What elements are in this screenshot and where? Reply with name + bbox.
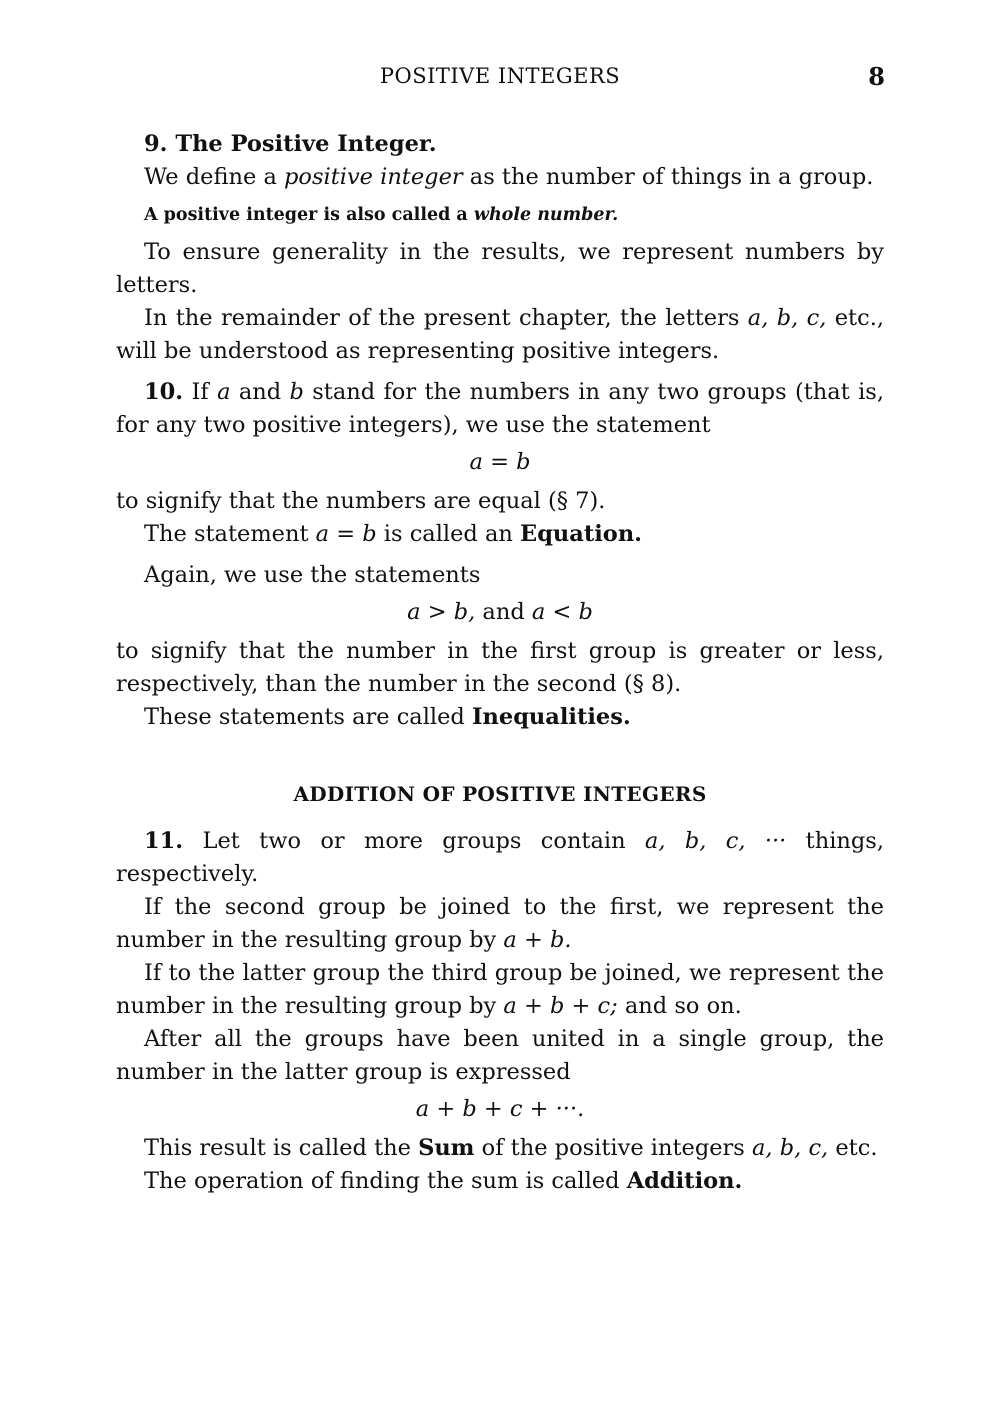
variables: a, b, c, xyxy=(752,1135,829,1161)
equation-definition xyxy=(116,518,884,551)
text: and xyxy=(475,599,532,625)
running-head: POSITIVE INTEGERS xyxy=(379,64,621,88)
term-addition: Addition. xyxy=(626,1168,743,1194)
letters-paragraph xyxy=(116,302,884,368)
text: If the second group be joined to the first, we represent the number in the resulting group by xyxy=(116,894,884,953)
united-groups-paragraph: After all the groups have been united in a single group, the number in the latter group is expressed xyxy=(116,1026,884,1085)
inequality-formula xyxy=(116,596,884,629)
inequalities-definition xyxy=(116,701,884,734)
text: This result is called the xyxy=(144,1135,419,1161)
formula-greater: a > b, xyxy=(407,599,476,625)
sum-definition xyxy=(116,1132,884,1165)
greater-less-paragraph: to signify that the number in the first group is greater or less, respectively, than the number in the second (§ 8). xyxy=(116,638,884,697)
addition-definition xyxy=(116,1165,884,1198)
term-sum: Sum xyxy=(418,1135,475,1161)
text: These statements are called xyxy=(144,704,472,730)
inline-formula: a + b. xyxy=(503,927,572,953)
text: In the remainder of the present chapter, the letters xyxy=(144,305,748,331)
text: If to the latter group the third group be joined, we represent the number in the resulting group by xyxy=(116,960,884,1019)
sum-formula: a + b + c + ···. xyxy=(415,1096,585,1122)
text: things, respectively. xyxy=(116,828,884,887)
term-equation: Equation. xyxy=(520,521,643,547)
text: The statement xyxy=(144,521,316,547)
text: The operation of finding the sum is called xyxy=(144,1168,627,1194)
text: stand for the numbers in any two groups (that is, for any two positive integers), we use the statement xyxy=(116,379,884,438)
text: and xyxy=(230,379,290,405)
generality-paragraph: To ensure generality in the results, we represent numbers by letters. xyxy=(116,239,884,298)
positive-integer-definition xyxy=(116,161,884,194)
third-group-paragraph xyxy=(116,957,884,1023)
variables: a, b, c, ··· xyxy=(644,828,787,854)
variable-a: a xyxy=(217,379,231,405)
section-9-heading: 9. The Positive Integer. xyxy=(144,131,437,157)
text: A positive integer is also called a xyxy=(144,205,474,225)
text: is called an xyxy=(376,521,521,547)
section-11-paragraph xyxy=(116,825,884,891)
addition-section-heading: ADDITION OF POSITIVE INTEGERS xyxy=(293,782,707,806)
text: Let two or more groups contain xyxy=(183,828,645,854)
body-text xyxy=(116,128,884,1198)
text: and so on. xyxy=(617,993,742,1019)
inline-formula: a = b xyxy=(315,521,377,547)
whole-number-note xyxy=(116,202,884,228)
variable-b: b xyxy=(289,379,304,405)
text: etc., will be understood as representing positive integers. xyxy=(116,305,884,364)
term-positive-integer: positive integer xyxy=(284,164,463,190)
text: of the positive integers xyxy=(474,1135,753,1161)
inline-formula: a + b + c; xyxy=(503,993,618,1019)
text: etc. xyxy=(828,1135,878,1161)
formula-less: a < b xyxy=(531,599,593,625)
text: We define a xyxy=(144,164,285,190)
text: If xyxy=(183,379,218,405)
page-number: 8 xyxy=(868,62,885,91)
equal-paragraph: to signify that the numbers are equal (§ 7). xyxy=(116,488,606,514)
again-paragraph: Again, we use the statements xyxy=(144,562,481,588)
term-whole-number: whole number. xyxy=(473,205,619,225)
section-10-number: 10. xyxy=(144,379,184,405)
second-group-paragraph xyxy=(116,891,884,957)
page-header xyxy=(115,64,885,96)
equation-formula: a = b xyxy=(469,449,531,475)
variables: a, b, c, xyxy=(747,305,827,331)
text: as the number of things in a group. xyxy=(462,164,874,190)
section-10-paragraph xyxy=(116,376,884,442)
section-11-number: 11. xyxy=(144,828,184,854)
term-inequalities: Inequalities. xyxy=(472,704,631,730)
